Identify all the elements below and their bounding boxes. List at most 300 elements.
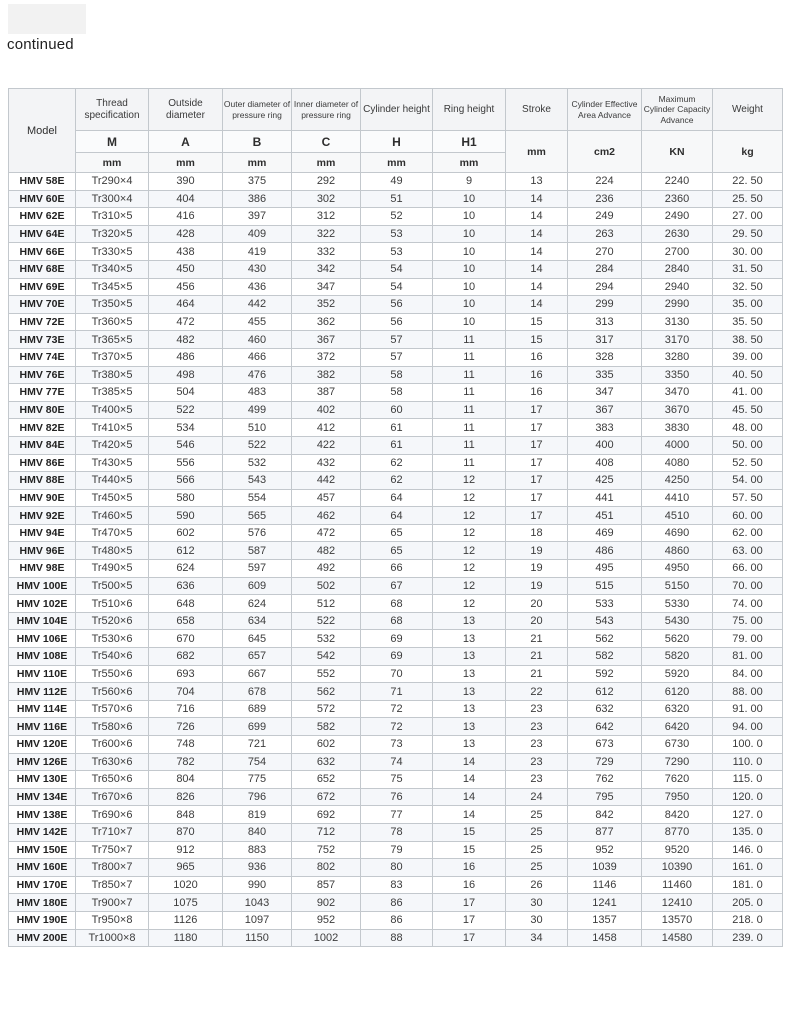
table-row — [9, 859, 783, 877]
cell-ring-height: 12 — [433, 507, 506, 525]
cell-pressure-ring-outer: 543 — [223, 472, 292, 490]
cell-thread-spec: Tr800×7 — [76, 859, 149, 877]
cell-pressure-ring-inner: 402 — [292, 401, 361, 419]
symbol-C: C — [292, 131, 361, 153]
cell-max-capacity: 2630 — [642, 225, 713, 243]
cell-thread-spec: Tr490×5 — [76, 560, 149, 578]
cell-thread-spec: Tr950×8 — [76, 911, 149, 929]
cell-pressure-ring-inner: 457 — [292, 489, 361, 507]
cell-outside-diameter: 1180 — [149, 929, 223, 947]
cell-pressure-ring-inner: 382 — [292, 366, 361, 384]
cell-cylinder-height: 68 — [361, 612, 433, 630]
cell-pressure-ring-inner: 492 — [292, 560, 361, 578]
cell-max-capacity: 6120 — [642, 683, 713, 701]
cell-effective-area: 313 — [568, 313, 642, 331]
cell-cylinder-height: 54 — [361, 260, 433, 278]
cell-pressure-ring-outer: 1097 — [223, 911, 292, 929]
cell-thread-spec: Tr480×5 — [76, 542, 149, 560]
table-row — [9, 419, 783, 437]
cell-cylinder-height: 70 — [361, 665, 433, 683]
cell-pressure-ring-inner: 632 — [292, 753, 361, 771]
cell-ring-height: 11 — [433, 384, 506, 402]
cell-ring-height: 15 — [433, 823, 506, 841]
cell-model: HMV 160E — [9, 859, 76, 877]
cell-stroke: 17 — [506, 401, 568, 419]
cell-pressure-ring-outer: 375 — [223, 173, 292, 191]
cell-ring-height: 13 — [433, 718, 506, 736]
cell-ring-height: 10 — [433, 208, 506, 226]
cell-model: HMV 73E — [9, 331, 76, 349]
cell-thread-spec: Tr670×6 — [76, 788, 149, 806]
cell-outside-diameter: 428 — [149, 225, 223, 243]
cell-effective-area: 270 — [568, 243, 642, 261]
cell-effective-area: 249 — [568, 208, 642, 226]
cell-model: HMV 114E — [9, 700, 76, 718]
cell-weight: 110. 0 — [713, 753, 783, 771]
unit-weight-kg: kg — [713, 131, 783, 173]
specification-table — [8, 88, 783, 947]
cell-outside-diameter: 826 — [149, 788, 223, 806]
cell-stroke: 17 — [506, 472, 568, 490]
cell-model: HMV 102E — [9, 595, 76, 613]
cell-outside-diameter: 726 — [149, 718, 223, 736]
cell-weight: 38. 50 — [713, 331, 783, 349]
table-row — [9, 507, 783, 525]
cell-pressure-ring-inner: 502 — [292, 577, 361, 595]
table-row — [9, 612, 783, 630]
cell-max-capacity: 7620 — [642, 771, 713, 789]
cell-model: HMV 104E — [9, 612, 76, 630]
cell-pressure-ring-outer: 386 — [223, 190, 292, 208]
unit-area-cm2: cm2 — [568, 131, 642, 173]
cell-max-capacity: 3280 — [642, 348, 713, 366]
unit-stroke-mm: mm — [506, 131, 568, 173]
cell-weight: 63. 00 — [713, 542, 783, 560]
cell-outside-diameter: 590 — [149, 507, 223, 525]
unit-capacity-kn: KN — [642, 131, 713, 173]
header-cylinder-height: Cylinder height — [361, 89, 433, 131]
header-weight: Weight — [713, 89, 783, 131]
cell-effective-area: 400 — [568, 436, 642, 454]
cell-cylinder-height: 71 — [361, 683, 433, 701]
cell-ring-height: 14 — [433, 753, 506, 771]
cell-pressure-ring-inner: 432 — [292, 454, 361, 472]
cell-ring-height: 10 — [433, 278, 506, 296]
cell-weight: 100. 0 — [713, 736, 783, 754]
cell-model: HMV 80E — [9, 401, 76, 419]
cell-model: HMV 98E — [9, 560, 76, 578]
cell-thread-spec: Tr900×7 — [76, 894, 149, 912]
cell-thread-spec: Tr370×5 — [76, 348, 149, 366]
symbol-A: A — [149, 131, 223, 153]
cell-thread-spec: Tr470×5 — [76, 524, 149, 542]
cell-max-capacity: 3350 — [642, 366, 713, 384]
cell-ring-height: 15 — [433, 841, 506, 859]
cell-outside-diameter: 486 — [149, 348, 223, 366]
cell-effective-area: 347 — [568, 384, 642, 402]
cell-max-capacity: 4860 — [642, 542, 713, 560]
cell-outside-diameter: 390 — [149, 173, 223, 191]
cell-model: HMV 92E — [9, 507, 76, 525]
cell-model: HMV 134E — [9, 788, 76, 806]
cell-model: HMV 130E — [9, 771, 76, 789]
cell-effective-area: 842 — [568, 806, 642, 824]
cell-model: HMV 58E — [9, 173, 76, 191]
cell-stroke: 25 — [506, 806, 568, 824]
cell-max-capacity: 10390 — [642, 859, 713, 877]
cell-ring-height: 13 — [433, 648, 506, 666]
cell-cylinder-height: 52 — [361, 208, 433, 226]
cell-effective-area: 328 — [568, 348, 642, 366]
cell-stroke: 19 — [506, 560, 568, 578]
cell-pressure-ring-outer: 419 — [223, 243, 292, 261]
cell-outside-diameter: 804 — [149, 771, 223, 789]
cell-ring-height: 14 — [433, 788, 506, 806]
cell-effective-area: 952 — [568, 841, 642, 859]
cell-max-capacity: 4000 — [642, 436, 713, 454]
header-outside-diameter: Outside diameter — [149, 89, 223, 131]
cell-weight: 35. 00 — [713, 296, 783, 314]
cell-outside-diameter: 670 — [149, 630, 223, 648]
cell-outside-diameter: 556 — [149, 454, 223, 472]
cell-weight: 22. 50 — [713, 173, 783, 191]
cell-effective-area: 562 — [568, 630, 642, 648]
page-top-placeholder-box — [8, 4, 86, 34]
cell-pressure-ring-inner: 322 — [292, 225, 361, 243]
cell-model: HMV 86E — [9, 454, 76, 472]
cell-thread-spec: Tr400×5 — [76, 401, 149, 419]
table-row — [9, 929, 783, 947]
cell-ring-height: 11 — [433, 454, 506, 472]
cell-model: HMV 126E — [9, 753, 76, 771]
cell-max-capacity: 3170 — [642, 331, 713, 349]
table-row — [9, 577, 783, 595]
cell-cylinder-height: 57 — [361, 331, 433, 349]
table-row — [9, 700, 783, 718]
cell-pressure-ring-inner: 712 — [292, 823, 361, 841]
cell-pressure-ring-outer: 754 — [223, 753, 292, 771]
cell-stroke: 20 — [506, 612, 568, 630]
cell-model: HMV 106E — [9, 630, 76, 648]
header-effective-area: Cylinder Effective Area Advance — [568, 89, 642, 131]
cell-thread-spec: Tr365×5 — [76, 331, 149, 349]
cell-pressure-ring-inner: 857 — [292, 876, 361, 894]
cell-outside-diameter: 450 — [149, 260, 223, 278]
cell-thread-spec: Tr380×5 — [76, 366, 149, 384]
cell-pressure-ring-outer: 409 — [223, 225, 292, 243]
table-row — [9, 524, 783, 542]
cell-pressure-ring-inner: 1002 — [292, 929, 361, 947]
cell-thread-spec: Tr600×6 — [76, 736, 149, 754]
cell-ring-height: 11 — [433, 436, 506, 454]
unit-outside-mm: mm — [149, 153, 223, 173]
cell-ring-height: 17 — [433, 911, 506, 929]
table-row — [9, 841, 783, 859]
cell-outside-diameter: 498 — [149, 366, 223, 384]
table-row — [9, 630, 783, 648]
cell-stroke: 22 — [506, 683, 568, 701]
cell-cylinder-height: 61 — [361, 436, 433, 454]
cell-model: HMV 108E — [9, 648, 76, 666]
cell-pressure-ring-inner: 462 — [292, 507, 361, 525]
cell-effective-area: 317 — [568, 331, 642, 349]
cell-outside-diameter: 716 — [149, 700, 223, 718]
cell-pressure-ring-inner: 902 — [292, 894, 361, 912]
cell-cylinder-height: 49 — [361, 173, 433, 191]
table-row — [9, 489, 783, 507]
cell-cylinder-height: 76 — [361, 788, 433, 806]
cell-weight: 41. 00 — [713, 384, 783, 402]
cell-ring-height: 10 — [433, 225, 506, 243]
cell-thread-spec: Tr530×6 — [76, 630, 149, 648]
cell-pressure-ring-inner: 442 — [292, 472, 361, 490]
cell-effective-area: 263 — [568, 225, 642, 243]
cell-pressure-ring-inner: 672 — [292, 788, 361, 806]
cell-outside-diameter: 870 — [149, 823, 223, 841]
cell-thread-spec: Tr520×6 — [76, 612, 149, 630]
cell-stroke: 16 — [506, 348, 568, 366]
cell-effective-area: 515 — [568, 577, 642, 595]
cell-pressure-ring-outer: 775 — [223, 771, 292, 789]
cell-cylinder-height: 65 — [361, 524, 433, 542]
header-thread-specification: Thread specification — [76, 89, 149, 131]
table-row — [9, 313, 783, 331]
cell-model: HMV 120E — [9, 736, 76, 754]
cell-ring-height: 12 — [433, 542, 506, 560]
cell-max-capacity: 5430 — [642, 612, 713, 630]
cell-ring-height: 12 — [433, 560, 506, 578]
cell-model: HMV 138E — [9, 806, 76, 824]
cell-cylinder-height: 74 — [361, 753, 433, 771]
cell-max-capacity: 6320 — [642, 700, 713, 718]
cell-weight: 45. 50 — [713, 401, 783, 419]
table-row — [9, 296, 783, 314]
cell-thread-spec: Tr690×6 — [76, 806, 149, 824]
cell-weight: 115. 0 — [713, 771, 783, 789]
cell-cylinder-height: 62 — [361, 472, 433, 490]
cell-ring-height: 10 — [433, 243, 506, 261]
cell-weight: 50. 00 — [713, 436, 783, 454]
cell-max-capacity: 5330 — [642, 595, 713, 613]
cell-pressure-ring-outer: 634 — [223, 612, 292, 630]
cell-pressure-ring-outer: 576 — [223, 524, 292, 542]
table-row — [9, 648, 783, 666]
cell-thread-spec: Tr320×5 — [76, 225, 149, 243]
header-model: Model — [9, 89, 76, 173]
cell-model: HMV 84E — [9, 436, 76, 454]
cell-stroke: 21 — [506, 648, 568, 666]
unit-thread-mm: mm — [76, 153, 149, 173]
cell-pressure-ring-inner: 347 — [292, 278, 361, 296]
table-row — [9, 208, 783, 226]
cell-outside-diameter: 682 — [149, 648, 223, 666]
table-row — [9, 190, 783, 208]
cell-weight: 70. 00 — [713, 577, 783, 595]
cell-stroke: 25 — [506, 841, 568, 859]
cell-max-capacity: 2990 — [642, 296, 713, 314]
cell-effective-area: 673 — [568, 736, 642, 754]
cell-stroke: 23 — [506, 771, 568, 789]
cell-thread-spec: Tr460×5 — [76, 507, 149, 525]
table-row — [9, 260, 783, 278]
cell-model: HMV 77E — [9, 384, 76, 402]
cell-cylinder-height: 83 — [361, 876, 433, 894]
cell-pressure-ring-inner: 532 — [292, 630, 361, 648]
cell-model: HMV 116E — [9, 718, 76, 736]
table-row — [9, 718, 783, 736]
cell-weight: 66. 00 — [713, 560, 783, 578]
cell-weight: 146. 0 — [713, 841, 783, 859]
cell-effective-area: 877 — [568, 823, 642, 841]
header-stroke: Stroke — [506, 89, 568, 131]
cell-pressure-ring-inner: 412 — [292, 419, 361, 437]
cell-pressure-ring-outer: 483 — [223, 384, 292, 402]
cell-model: HMV 200E — [9, 929, 76, 947]
cell-thread-spec: Tr510×6 — [76, 595, 149, 613]
cell-weight: 88. 00 — [713, 683, 783, 701]
cell-stroke: 18 — [506, 524, 568, 542]
cell-stroke: 14 — [506, 243, 568, 261]
cell-outside-diameter: 1126 — [149, 911, 223, 929]
cell-pressure-ring-inner: 562 — [292, 683, 361, 701]
cell-thread-spec: Tr560×6 — [76, 683, 149, 701]
cell-thread-spec: Tr650×6 — [76, 771, 149, 789]
cell-effective-area: 284 — [568, 260, 642, 278]
symbol-H1: H1 — [433, 131, 506, 153]
cell-outside-diameter: 704 — [149, 683, 223, 701]
table-row — [9, 736, 783, 754]
cell-effective-area: 367 — [568, 401, 642, 419]
cell-ring-height: 10 — [433, 296, 506, 314]
cell-pressure-ring-inner: 342 — [292, 260, 361, 278]
cell-weight: 127. 0 — [713, 806, 783, 824]
cell-cylinder-height: 56 — [361, 296, 433, 314]
cell-effective-area: 486 — [568, 542, 642, 560]
cell-weight: 60. 00 — [713, 507, 783, 525]
cell-ring-height: 13 — [433, 665, 506, 683]
cell-weight: 181. 0 — [713, 876, 783, 894]
cell-outside-diameter: 472 — [149, 313, 223, 331]
cell-max-capacity: 7950 — [642, 788, 713, 806]
symbol-B: B — [223, 131, 292, 153]
cell-effective-area: 299 — [568, 296, 642, 314]
cell-weight: 74. 00 — [713, 595, 783, 613]
cell-cylinder-height: 80 — [361, 859, 433, 877]
cell-thread-spec: Tr330×5 — [76, 243, 149, 261]
cell-pressure-ring-outer: 699 — [223, 718, 292, 736]
cell-thread-spec: Tr540×6 — [76, 648, 149, 666]
cell-pressure-ring-inner: 572 — [292, 700, 361, 718]
cell-ring-height: 16 — [433, 876, 506, 894]
cell-cylinder-height: 65 — [361, 542, 433, 560]
cell-outside-diameter: 612 — [149, 542, 223, 560]
header-max-capacity: Maximum Cylinder Capacity Advance — [642, 89, 713, 131]
cell-cylinder-height: 61 — [361, 419, 433, 437]
cell-outside-diameter: 693 — [149, 665, 223, 683]
cell-cylinder-height: 72 — [361, 718, 433, 736]
unit-ring-inner-mm: mm — [292, 153, 361, 173]
cell-pressure-ring-outer: 510 — [223, 419, 292, 437]
table-row — [9, 542, 783, 560]
cell-ring-height: 11 — [433, 401, 506, 419]
cell-stroke: 13 — [506, 173, 568, 191]
cell-thread-spec: Tr290×4 — [76, 173, 149, 191]
cell-thread-spec: Tr1000×8 — [76, 929, 149, 947]
cell-cylinder-height: 86 — [361, 911, 433, 929]
table-row — [9, 823, 783, 841]
cell-pressure-ring-outer: 455 — [223, 313, 292, 331]
cell-thread-spec: Tr385×5 — [76, 384, 149, 402]
cell-pressure-ring-outer: 466 — [223, 348, 292, 366]
cell-effective-area: 632 — [568, 700, 642, 718]
table-row — [9, 384, 783, 402]
cell-outside-diameter: 658 — [149, 612, 223, 630]
table-row — [9, 278, 783, 296]
cell-pressure-ring-outer: 609 — [223, 577, 292, 595]
cell-cylinder-height: 53 — [361, 243, 433, 261]
cell-max-capacity: 13570 — [642, 911, 713, 929]
cell-stroke: 14 — [506, 260, 568, 278]
cell-pressure-ring-outer: 430 — [223, 260, 292, 278]
cell-cylinder-height: 75 — [361, 771, 433, 789]
cell-model: HMV 76E — [9, 366, 76, 384]
cell-thread-spec: Tr850×7 — [76, 876, 149, 894]
cell-effective-area: 795 — [568, 788, 642, 806]
cell-ring-height: 13 — [433, 700, 506, 718]
cell-weight: 25. 50 — [713, 190, 783, 208]
cell-weight: 205. 0 — [713, 894, 783, 912]
cell-cylinder-height: 78 — [361, 823, 433, 841]
cell-ring-height: 11 — [433, 366, 506, 384]
cell-stroke: 15 — [506, 331, 568, 349]
cell-thread-spec: Tr360×5 — [76, 313, 149, 331]
cell-effective-area: 1357 — [568, 911, 642, 929]
cell-stroke: 23 — [506, 736, 568, 754]
cell-pressure-ring-outer: 1150 — [223, 929, 292, 947]
cell-pressure-ring-outer: 645 — [223, 630, 292, 648]
cell-effective-area: 1241 — [568, 894, 642, 912]
cell-stroke: 30 — [506, 894, 568, 912]
cell-effective-area: 729 — [568, 753, 642, 771]
table-row — [9, 911, 783, 929]
cell-thread-spec: Tr750×7 — [76, 841, 149, 859]
cell-stroke: 21 — [506, 630, 568, 648]
cell-stroke: 20 — [506, 595, 568, 613]
cell-cylinder-height: 57 — [361, 348, 433, 366]
cell-model: HMV 74E — [9, 348, 76, 366]
cell-max-capacity: 8770 — [642, 823, 713, 841]
cell-pressure-ring-outer: 532 — [223, 454, 292, 472]
cell-max-capacity: 2240 — [642, 173, 713, 191]
table-row — [9, 243, 783, 261]
cell-weight: 40. 50 — [713, 366, 783, 384]
cell-stroke: 14 — [506, 208, 568, 226]
cell-weight: 218. 0 — [713, 911, 783, 929]
cell-outside-diameter: 482 — [149, 331, 223, 349]
cell-max-capacity: 5150 — [642, 577, 713, 595]
cell-model: HMV 110E — [9, 665, 76, 683]
cell-outside-diameter: 456 — [149, 278, 223, 296]
symbol-M: M — [76, 131, 149, 153]
cell-outside-diameter: 602 — [149, 524, 223, 542]
cell-effective-area: 1458 — [568, 929, 642, 947]
cell-ring-height: 12 — [433, 577, 506, 595]
cell-stroke: 17 — [506, 436, 568, 454]
cell-pressure-ring-inner: 752 — [292, 841, 361, 859]
cell-effective-area: 451 — [568, 507, 642, 525]
cell-pressure-ring-inner: 952 — [292, 911, 361, 929]
cell-weight: 48. 00 — [713, 419, 783, 437]
